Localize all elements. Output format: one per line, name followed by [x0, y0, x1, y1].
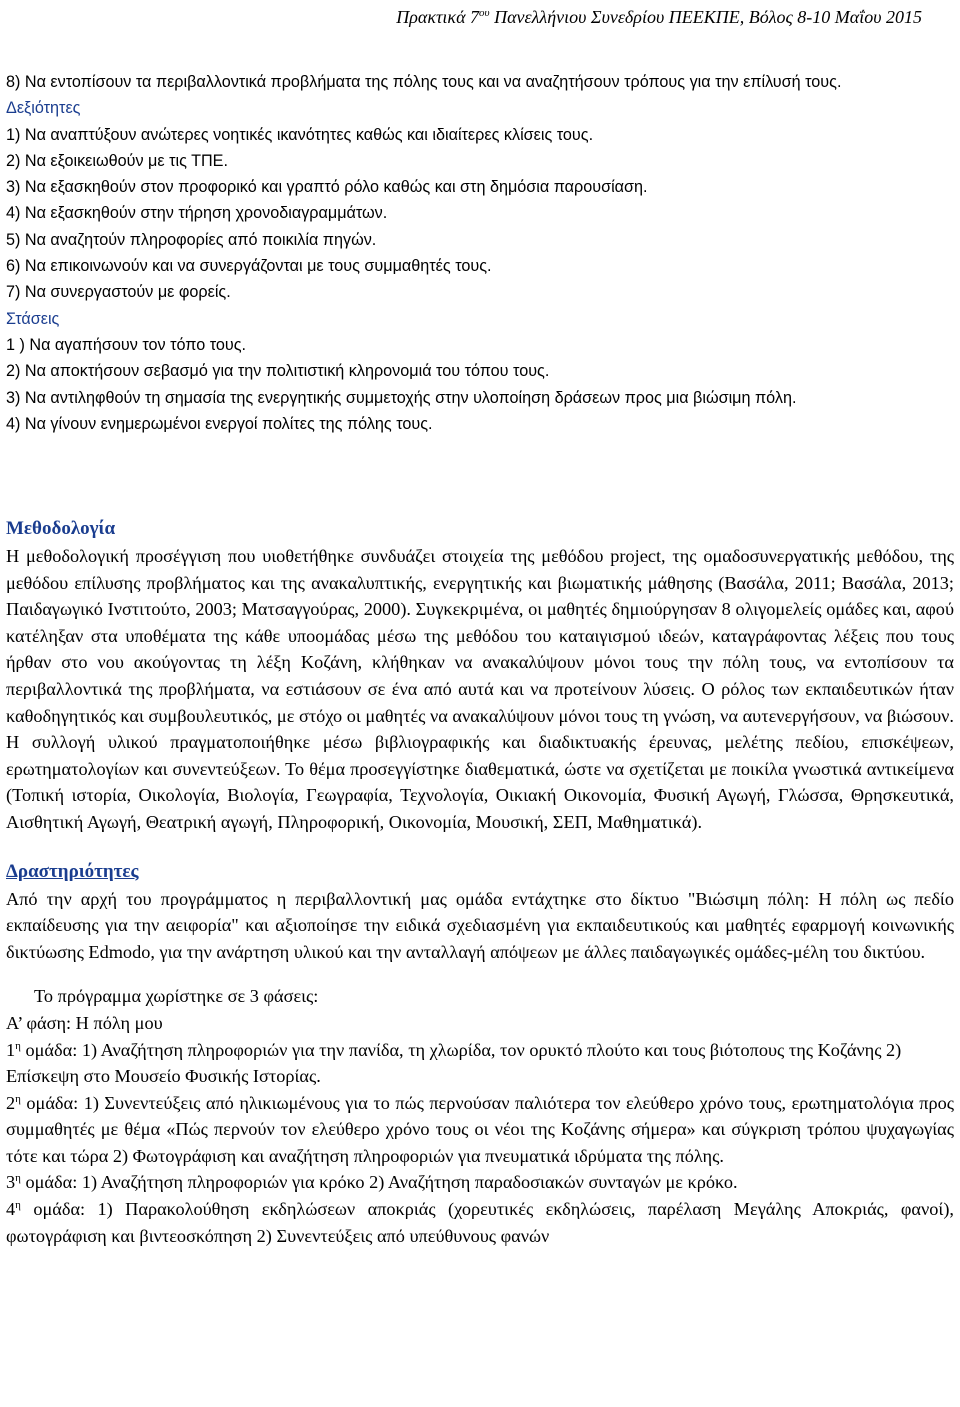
activities-title: Δραστηριότητες: [6, 860, 139, 882]
skill-item: 4) Να εξασκηθούν στην τήρηση χρονοδιαγραμμάτων.: [6, 204, 388, 223]
attitude-item: 1 ) Να αγαπήσουν τον τόπο τους.: [6, 335, 247, 354]
group-ordinal: η: [15, 1039, 21, 1052]
header-superscript: ου: [479, 7, 490, 19]
running-header: [0, 0, 960, 30]
skill-item: 7) Να συνεργαστούν με φορείς.: [6, 283, 231, 302]
objectives-list: [6, 69, 954, 437]
group-text: ομάδα: 1) Αναζήτηση πληροφοριών για την πανίδα, τη χλωρίδα, τον ορυκτό πλούτο και τους βιότοπους της Κοζάνης 2) Επίσκεψη στο Μουσείο Φυσικής Ιστορίας.: [6, 1039, 902, 1087]
attitude-item: 3) Να αντιληφθούν τη σημασία της ενεργητικής συμμετοχής στην υλοποίηση δράσεων προς μια βιώσιμη πόλη.: [6, 388, 797, 407]
group-number: 2: [6, 1092, 16, 1113]
group-number: 4: [6, 1199, 16, 1220]
group-number: 1: [6, 1039, 16, 1060]
group-text: ομάδα: 1) Παρακολούθηση εκδηλώσεων αποκριάς (χορευτικές εκδηλώσεις, παρέλαση Μεγάλης Αποκριάς, φανοί), φωτογράφιση και βιντεοσκόπηση 2) Συνεντεύξεις από υπεύθυνους φανών: [6, 1199, 954, 1246]
header-text-post: Πανελλήνιου Συνεδρίου ΠΕΕΚΠΕ, Βόλος 8-10 Μαΐου 2015: [489, 7, 922, 27]
group-item-2: [6, 1090, 954, 1170]
main-body: [6, 515, 954, 1249]
group-text: ομάδα: 1) Αναζήτηση πληροφοριών για κρόκο 2) Αναζήτηση παραδοσιακών συνταγών με κρόκο.: [20, 1172, 738, 1193]
group-item-1: [6, 1037, 954, 1090]
group-number: 3: [6, 1172, 16, 1193]
attitude-item: 2) Να αποκτήσουν σεβασμό για την πολιτιστική κληρονομιά του τόπου τους.: [6, 362, 550, 381]
skill-item: 1) Να αναπτύξουν ανώτερες νοητικές ικανότητες καθώς και ιδιαίτερες κλίσεις τους.: [6, 125, 594, 144]
header-text-pre: Πρακτικά 7: [396, 7, 480, 27]
skill-item: 6) Να επικοινωνούν και να συνεργάζονται με τους συμμαθητές τους.: [6, 257, 492, 276]
activities-intro-paragraph: Από την αρχή του προγράμματος η περιβαλλοντική μας ομάδα εντάχτηκε στο δίκτυο "Βιώσιμη πόλη: Η πόλη ως πεδίο εκπαίδευσης για την αειφορία" και αξιοποίησε την ειδικά σχεδιασμένη για εκπαιδευτικούς και μαθητές εφαρμογή κοινωνικής δικτύωσης Edmodo, για την ανάρτηση υλικού και την ανταλλαγή απόψεων με άλλες παιδαγωγικές ομάδες-μέλη του δικτύου.: [6, 888, 954, 962]
group-item-4: [6, 1196, 954, 1249]
skill-item: 3) Να εξασκηθούν στον προφορικό και γραπτό ρόλο καθώς και στη δημόσια παρουσίαση.: [6, 178, 648, 197]
methodology-title: Μεθοδολογία: [6, 518, 116, 539]
attitudes-heading: Στάσεις: [6, 309, 60, 328]
methodology-paragraph: Η μεθοδολογική προσέγγιση που υιοθετήθηκε συνδυάζει στοιχεία της μεθόδου project, της ομαδοσυνεργατικής μεθόδου, της μεθόδου επίλυσης προβλήματος και της ανακαλυπτικής, ενεργητικής και βιωματικής μάθησης (Βασάλα, 2011; Βασάλα, 2013; Παιδαγωγικό Ινστιτούτο, 2003; Ματσαγγούρας, 2000). Συγκεκριμένα, οι μαθητές δημιούργησαν 8 ολιγομελείς ομάδες και, αφού κατέληξαν στα υποθέματα της κάθε υποομάδας μέσω της μεθόδου του καταιγισμού ιδεών, καταγράφοντας λέξεις που τους ήρθαν στο νου ακούγοντας τη λέξη Κοζάνη, κλήθηκαν να ανακαλύψουν μόνοι τους την πόλη τους, να εντοπίσουν τα περιβαλλοντικά της προβλήματα, να εστιάσουν σε ένα από αυτά και να προτείνουν λύσεις. Ο ρόλος των εκπαιδευτικών ήταν καθοδηγητικός και συμβουλευτικός, με στόχο οι μαθητές να ανακαλύψουν μόνοι τους τη γνώση, να αυτενεργήσουν, να βιώσουν. Η συλλογή υλικού πραγματοποιήθηκε μέσω βιβλιογραφικής και διαδικτυακής έρευνας, μελέτης πεδίου, επισκέψεων, ερωτηματολογίων και συνεντεύξεων. Το θέμα προσεγγίστηκε διαθεματικά, ώστε να σχετίζεται με ποικίλα γνωστικά αντικείμενα (Τοπική ιστορία, Οικολογία, Βιολογία, Γεωγραφία, Τεχνολογία, Οικιακή Οικονομία, Φυσική Αγωγή, Γλώσσα, Θρησκευτικά, Αισθητική Αγωγή, Θεατρική αγωγή, Πληροφορική, Οικονομία, Μουσική, ΣΕΠ, Μαθηματικά).: [6, 546, 954, 832]
objective-item-8: 8) Να εντοπίσουν τα περιβαλλοντικά προβλήματα της πόλης τους και να αναζητήσουν τρόπους για την επίλυσή τους.: [6, 73, 842, 91]
group-ordinal: η: [15, 1172, 21, 1185]
group-text: ομάδα: 1) Συνεντεύξεις από ηλικιωμένους για το πώς περνούσαν παλιότερα τον ελεύθερο χρόνο τους, ερωτηματολόγια προς συμμαθητές με θέμα «Πώς περνούν τον ελεύθερο χρόνο τους οι νέοι της Κοζάνης σήμερα» και σύγκριση τρόπου ψυχαγωγίας τότε και τώρα 2) Φωτογράφιση και αναζήτηση πληροφοριών για πνευματικά ιδρύματα της πόλης.: [6, 1092, 954, 1166]
group-ordinal: η: [15, 1198, 21, 1211]
skill-item: 2) Να εξοικειωθούν με τις ΤΠΕ.: [6, 151, 228, 170]
paragraph-gap: [6, 965, 954, 983]
attitude-item: 4) Να γίνουν ενημερωμένοι ενεργοί πολίτες της πόλης τους.: [6, 414, 433, 433]
phases-intro: Το πρόγραμμα χωρίστηκε σε 3 φάσεις:: [34, 986, 319, 1007]
phase-a-heading: Α’ φάση: Η πόλη μου: [6, 1012, 163, 1033]
group-item-3: [6, 1169, 954, 1196]
skill-item: 5) Να αναζητούν πληροφορίες από ποικιλία πηγών.: [6, 230, 377, 249]
skills-heading: Δεξιότητες: [6, 99, 81, 118]
section-gap: [6, 836, 954, 858]
group-ordinal: η: [15, 1092, 21, 1105]
